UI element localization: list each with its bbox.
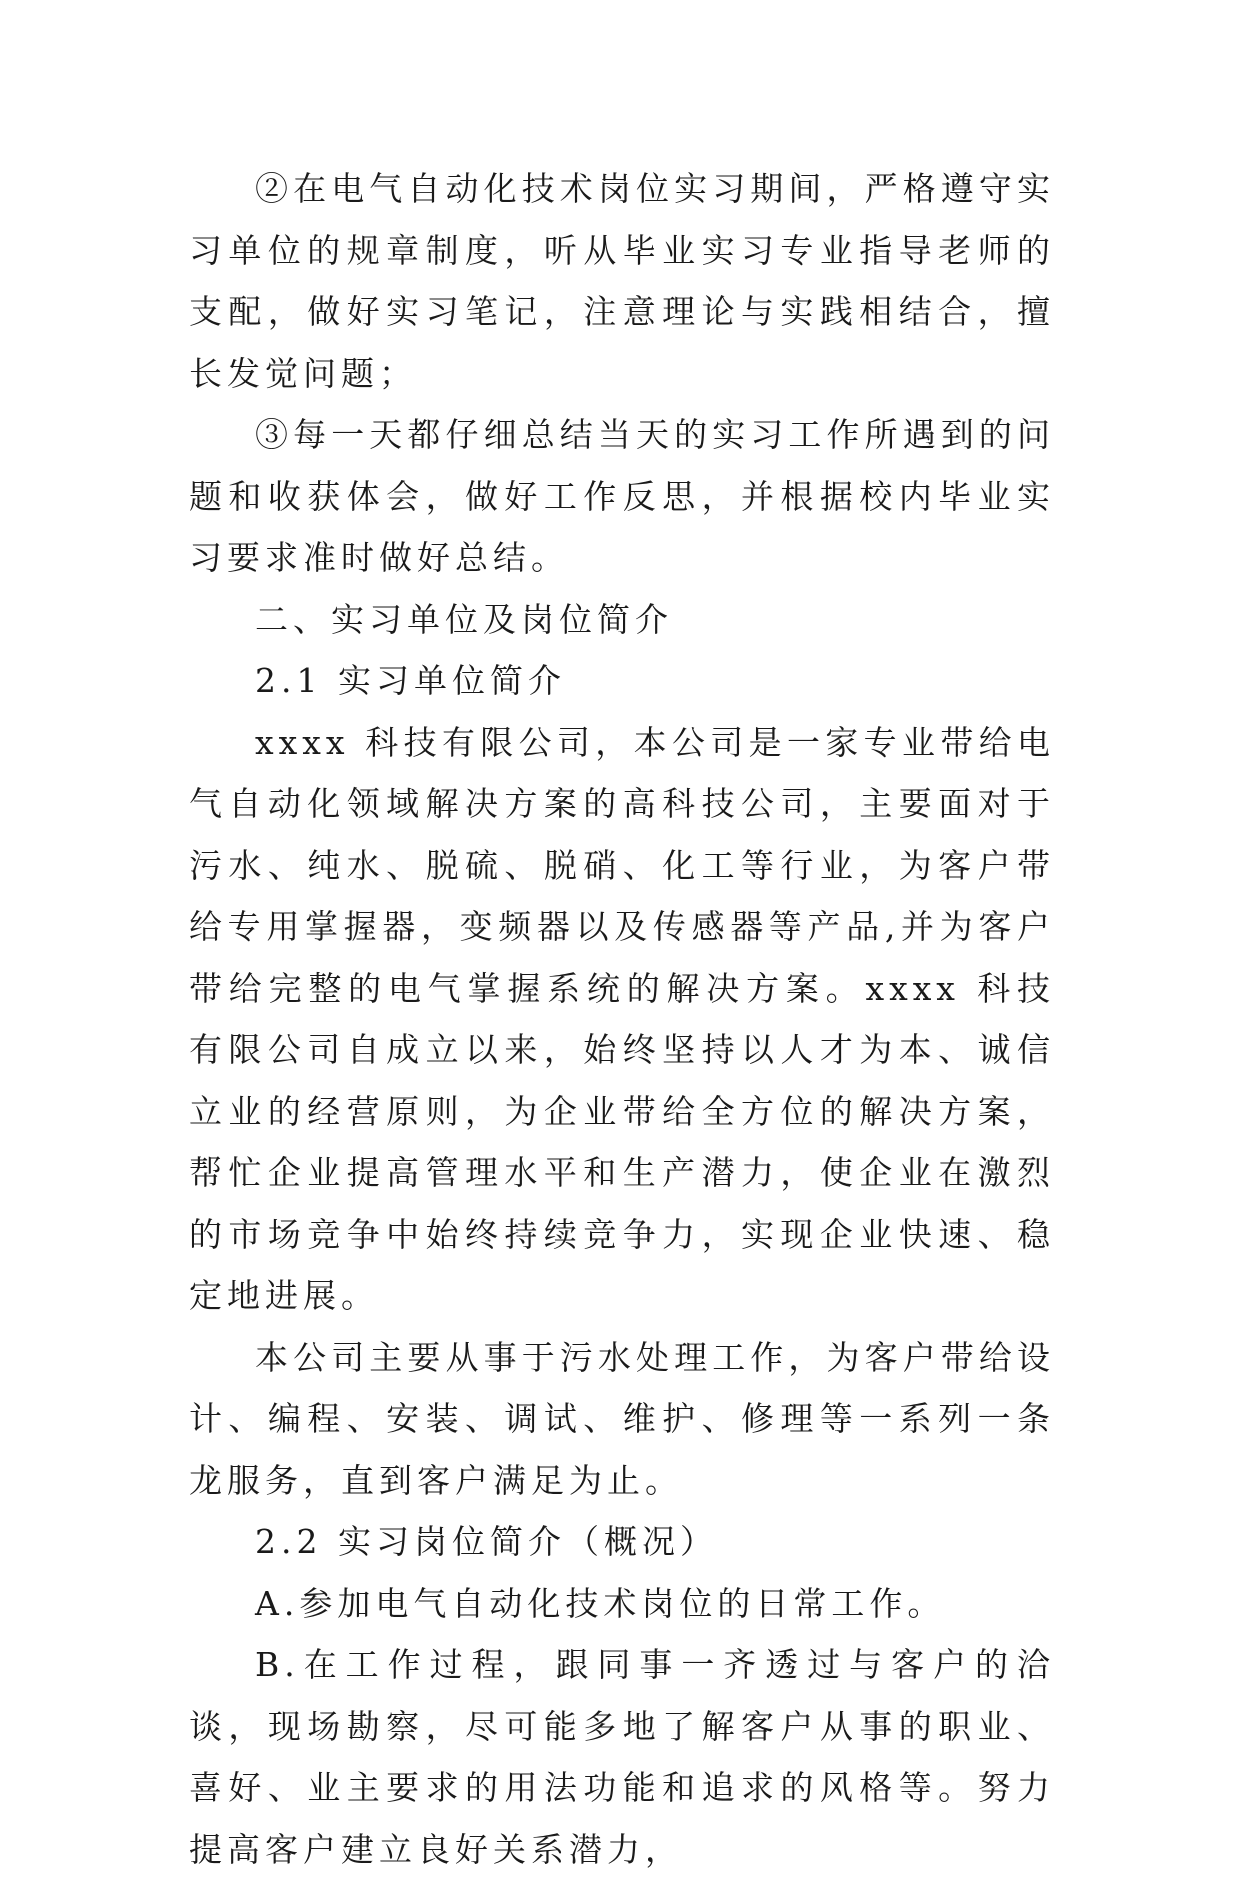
paragraph-item-b: B.在工作过程，跟同事一齐透过与客户的洽谈，现场勘察，尽可能多地了解客户从事的职业、喜好、业主要求的用法功能和追求的风格等。努力提高客户建立良好关系潜力， bbox=[189, 1645, 1055, 1869]
paragraph-company-intro: xxxx 科技有限公司，本公司是一家专业带给电气自动化领域解决方案的高科技公司，主要面对于污水、纯水、脱硫、脱硝、化工等行业，为客户带给专用掌握器，变频器以及传感器等产品,并为客户带给完整的电气掌握系统的解决方案。xxxx 科技有限公司自成立以来，始终坚持以人才为本、诚信立业的经营原则，为企业带给全方位的解决方案，帮忙企业提高管理水平和生产潜力，使企业在激烈的市场竞争中始终持续竞争力，实现企业快速、稳定地进展。 bbox=[189, 722, 1055, 1315]
document-body bbox=[189, 158, 1055, 1880]
paragraph-item-2-rules: ②在电气自动化技术岗位实习期间，严格遵守实习单位的规章制度，听从毕业实习专业指导老师的支配，做好实习笔记，注意理论与实践相结合，擅长发觉问题； bbox=[189, 169, 1055, 393]
paragraph-item-a: A.参加电气自动化技术岗位的日常工作。 bbox=[255, 1583, 946, 1623]
subsection-heading-2-1: 2.1 实习单位简介 bbox=[255, 661, 566, 700]
section-heading-2: 二、实习单位及岗位简介 bbox=[255, 599, 673, 639]
subsection-heading-2-2: 2.2 实习岗位简介（概况） bbox=[255, 1522, 718, 1561]
paragraph-company-business: 本公司主要从事于污水处理工作，为客户带给设计、编程、安装、调试、维护、修理等一系列一条龙服务，直到客户满足为止。 bbox=[189, 1337, 1055, 1500]
paragraph-item-3-summary: ③每一天都仔细总结当天的实习工作所遇到的问题和收获体会，做好工作反思，并根据校内毕业实习要求准时做好总结。 bbox=[189, 415, 1055, 577]
